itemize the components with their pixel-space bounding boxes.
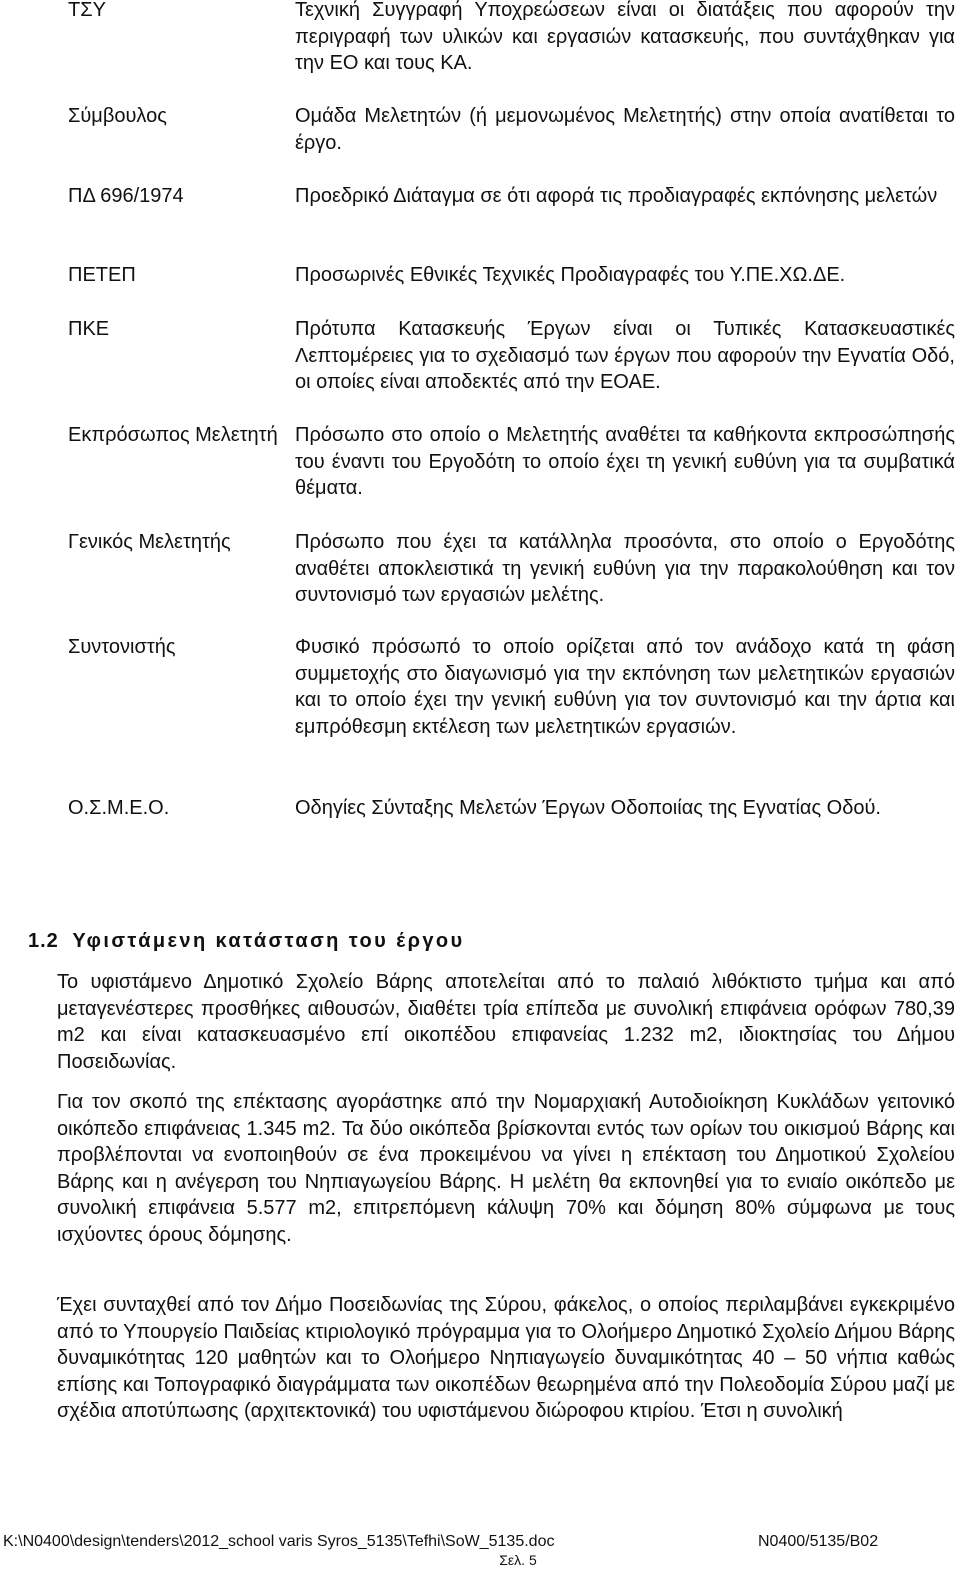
section-number: 1.2: [28, 930, 59, 952]
definition-description: Πρόσωπο που έχει τα κατάλληλα προσόντα, στο οποίο ο Εργοδότης αναθέτει αποκλειστικά τη γενική ευθύνη για την παρακολούθηση και τον συντονισμό των εργασιών μελέτης.: [295, 531, 955, 606]
definition-term: ΠΚΕ: [68, 318, 110, 340]
definition-term: ΤΣΥ: [68, 0, 106, 21]
footer-document-code: N0400/5135/B02: [758, 1533, 879, 1550]
body-paragraph: Το υφιστάμενο Δημοτικό Σχολείο Βάρης αποτελείται από το παλαιό λιθόκτιστο τμήμα και από μεταγενέστερες προσθήκες αιθουσών, διαθέτει τρία επίπεδα με συνολική επιφάνεια ορόφων 780,39 m2 και είναι κατασκευασμένο επί οικοπέδου επιφανείας 1.232 m2, ιδιοκτησίας του Δήμου Ποσειδωνίας.: [57, 971, 955, 1073]
definition-description: Φυσικό πρόσωπό το οποίο ορίζεται από τον ανάδοχο κατά τη φάση συμμετοχής στο διαγωνισμό για την εκπόνηση των μελετητικών εργασιών και το οποίο έχει την γενική ευθύνη για τον συντονισμό και την άρτια και εμπρόθεσμη εκτέλεση των μελετητικών εργασιών.: [295, 636, 955, 738]
definition-description: Τεχνική Συγγραφή Υποχρεώσεων είναι οι διατάξεις που αφορούν την περιγραφή των υλικών και εργασιών κατασκευής, που συντάχθηκαν για την ΕΟ και τους ΚΑ.: [295, 0, 955, 74]
definition-description: Προεδρικό Διάταγμα σε ότι αφορά τις προδιαγραφές εκπόνησης μελετών: [295, 185, 938, 207]
page-number: Σελ. 5: [499, 1552, 537, 1568]
section-heading: [28, 928, 948, 954]
body-paragraph: Για τον σκοπό της επέκτασης αγοράστηκε από την Νομαρχιακή Αυτοδιοίκηση Κυκλάδων γειτονικό οικόπεδο επιφάνειας 1.345 m2. Τα δύο οικόπεδα βρίσκονται εντός των ορίων του οικισμού Βάρης και προβλέπονται να ενοποιηθούν σε ένα προκειμένου να γίνει η επέκταση του Δημοτικού Σχολείου Βάρης και η ανέγερση του Νηπιαγωγείου Βάρης. Η μελέτη θα εκπονηθεί για το ενιαίο οικόπεδο με συνολική επιφάνεια 5.577 m2, επιτρεπόμενη κάλυψη 70% και δόμηση 80% σύμφωνα με τους ισχύοντες όρους δόμησης.: [57, 1091, 955, 1246]
definition-term: Ο.Σ.Μ.Ε.Ο.: [68, 797, 170, 819]
definition-term: ΠΕΤΕΠ: [68, 264, 136, 286]
definition-description: Ομάδα Μελετητών (ή μεμονωμένος Μελετητής) στην οποία ανατίθεται το έργο.: [295, 105, 955, 154]
definition-description: Οδηγίες Σύνταξης Μελετών Έργων Οδοποιίας της Εγνατίας Οδού.: [295, 797, 881, 819]
definition-description: Πρόσωπο στο οποίο ο Μελετητής αναθέτει τα καθήκοντα εκπροσώπησής του έναντι του Εργοδότη το οποίο έχει τη γενική ευθύνη για τα συμβατικά θέματα.: [295, 424, 955, 499]
definition-description: Προσωρινές Εθνικές Τεχνικές Προδιαγραφές του Υ.ΠΕ.ΧΩ.ΔΕ.: [295, 264, 846, 286]
definition-term: Γενικός Μελετητής: [68, 531, 231, 553]
definition-description: Πρότυπα Κατασκευής Έργων είναι οι Τυπικές Κατασκευαστικές Λεπτομέρειες για το σχεδιασμό των έργων που αφορούν την Εγνατία Οδό, οι οποίες είναι αποδεκτές από την ΕΟΑΕ.: [295, 318, 955, 393]
body-paragraph: Έχει συνταχθεί από τον Δήμο Ποσειδωνίας της Σύρου, φάκελος, ο οποίος περιλαμβάνει εγκεκριμένο από το Υπουργείο Παιδείας κτιριολογικό πρόγραμμα για το Ολοήμερο Δημοτικό Σχολείο Δήμου Βάρης δυναμικότητας 120 μαθητών και το Ολοήμερο Νηπιαγωγείο δυναμικότητας 40 – 50 νήπια καθώς επίσης και Τοπογραφικό διαγράμματα των οικοπέδων θεωρημένα από την Πολεοδομία Σύρου μαζί με σχέδια αποτύπωσης (αρχιτεκτονικά) του υφιστάμενου διώροφου κτιρίου. Έτσι η συνολική: [57, 1294, 955, 1422]
definition-term: Σύμβουλος: [68, 105, 167, 127]
definition-term: ΠΔ 696/1974: [68, 185, 184, 207]
definition-term: Συντονιστής: [68, 636, 176, 658]
footer-file-path: K:\N0400\design\tenders\2012_school varis Syros_5135\Tefhi\SoW_5135.doc: [3, 1533, 555, 1550]
section-title: Υφιστάμενη κατάσταση του έργου: [72, 930, 465, 952]
definition-term: Εκπρόσωπος Μελετητή: [68, 424, 278, 446]
